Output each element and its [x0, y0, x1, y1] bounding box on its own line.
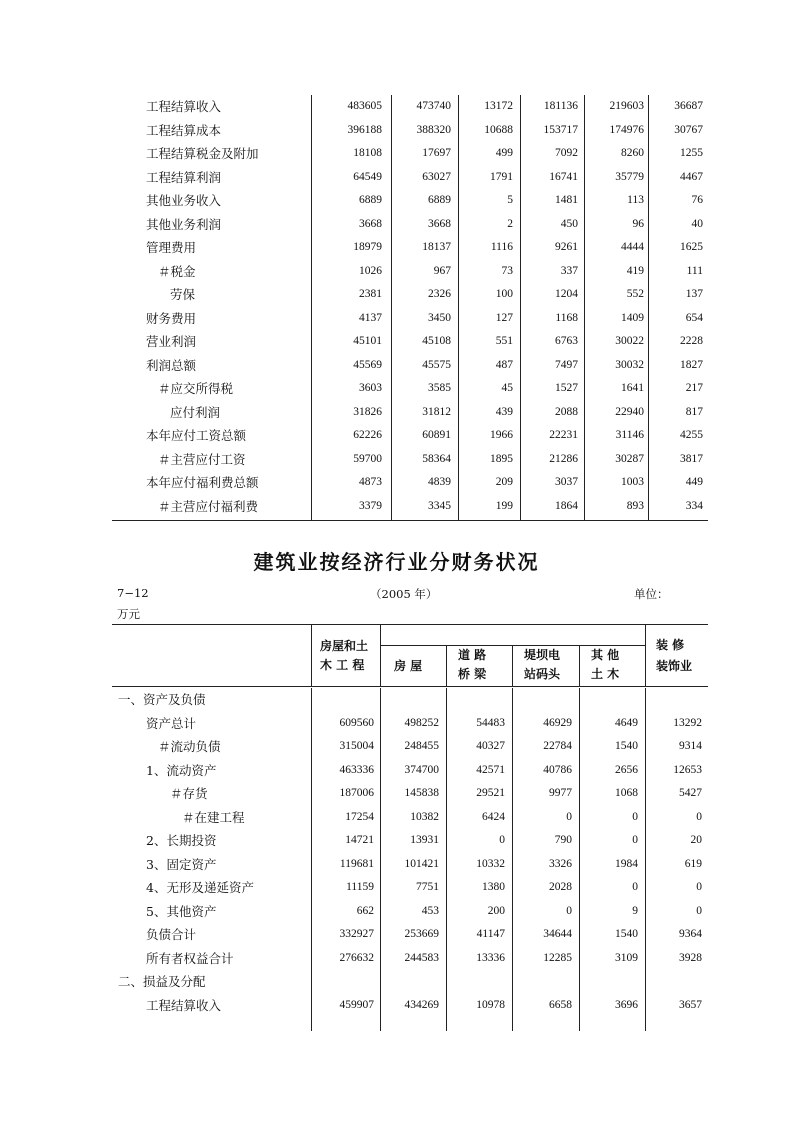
header-bottom-rule [112, 686, 708, 687]
row-label: 3、固定资产 [146, 856, 217, 872]
table-cell: 14721 [345, 834, 374, 846]
table-cell: 30022 [615, 335, 644, 347]
column-divider [311, 688, 312, 1031]
table-cell: 22784 [543, 740, 572, 752]
table-cell: 1255 [680, 147, 703, 159]
table-cell: 10332 [476, 857, 505, 870]
table-cell: 22231 [549, 429, 578, 441]
table-cell: 4467 [680, 170, 703, 183]
table-cell: 3109 [615, 951, 638, 964]
table-row [112, 712, 708, 736]
row-label: 应付利润 [170, 404, 221, 420]
table-cell: 6658 [549, 998, 572, 1011]
table-cell: 29521 [476, 787, 505, 799]
table-row [112, 876, 708, 900]
table-row [112, 401, 708, 425]
header-divider [645, 624, 646, 687]
column-divider [380, 688, 381, 1031]
column-divider [311, 95, 312, 520]
table-row [112, 735, 708, 759]
table-cell: 1864 [555, 499, 578, 512]
column-divider [584, 95, 585, 520]
table-cell: 790 [554, 834, 572, 846]
table-cell: 34644 [543, 928, 572, 940]
table-cell: 3668 [428, 217, 451, 230]
row-label: ＃流动负债 [158, 739, 221, 754]
table-cell: 619 [684, 857, 702, 870]
header-col6-line1: 装 修 [656, 638, 685, 652]
table-cell: 30032 [615, 358, 644, 371]
column-divider [458, 95, 459, 520]
table-cell: 31146 [615, 429, 644, 441]
header-col2: 房 屋 [394, 659, 423, 673]
table-row [112, 970, 708, 994]
table-cell: 17254 [345, 810, 374, 823]
header-col1-line1: 房屋和土 [320, 639, 369, 653]
table-cell [377, 688, 439, 712]
table-number: 7−12 [117, 586, 149, 600]
table-bottom-rule [112, 520, 708, 521]
table-row [112, 236, 708, 260]
header-divider [512, 645, 513, 687]
table-cell [312, 688, 374, 712]
header-col4-line1: 堤坝电 [524, 648, 561, 662]
table-cell [443, 688, 505, 712]
table-cell [510, 688, 572, 712]
table-row [112, 330, 708, 354]
table-cell: 552 [626, 288, 644, 300]
table-cell: 119681 [339, 857, 374, 870]
table-cell: 40 [691, 217, 703, 230]
table-cell: 217 [685, 382, 703, 394]
table-cell: 30767 [674, 123, 703, 136]
financial-table-header [112, 624, 708, 687]
table-cell: 7497 [555, 358, 578, 371]
table-row [112, 947, 708, 971]
table-cell: 253669 [404, 928, 439, 940]
table-cell: 654 [685, 311, 703, 324]
table-cell: 609560 [339, 716, 374, 729]
table-cell: 46929 [543, 716, 572, 729]
table-cell: 42571 [476, 763, 505, 776]
table-cell: 8260 [621, 147, 644, 159]
table-cell: 36687 [674, 100, 703, 112]
header-col3-line1: 道 路 [458, 648, 487, 662]
row-label: 2、长期投资 [146, 833, 217, 848]
column-divider [520, 95, 521, 520]
table-cell: 459907 [339, 998, 374, 1011]
table-cell: 2656 [615, 763, 638, 776]
table-cell: 100 [495, 288, 513, 300]
table-cell: 334 [685, 499, 703, 512]
row-label: 利润总额 [146, 357, 197, 373]
table-cell: 9977 [549, 787, 572, 799]
table-cell: 419 [626, 264, 644, 277]
table-cell: 187006 [339, 787, 374, 799]
table-cell [576, 970, 638, 994]
table-cell: 174976 [609, 123, 644, 136]
table-cell: 2088 [555, 405, 578, 418]
table-cell: 439 [495, 405, 513, 418]
table-cell: 21286 [549, 452, 578, 465]
row-label: 所有者权益合计 [146, 950, 234, 966]
table-cell: 145838 [404, 787, 439, 799]
table-cell: 45108 [422, 335, 451, 347]
table-cell [510, 970, 572, 994]
table-cell: 332927 [339, 928, 374, 940]
table-row [112, 307, 708, 331]
header-col1-line2: 木 工 程 [320, 658, 365, 672]
table-cell: 0 [499, 834, 505, 846]
table-row [112, 283, 708, 307]
table-cell: 2381 [359, 288, 382, 300]
table-cell: 499 [495, 147, 513, 159]
table-cell: 45575 [422, 358, 451, 371]
table-cell: 3668 [359, 217, 382, 230]
row-label: 资产总计 [146, 715, 197, 731]
table-cell: 0 [696, 881, 702, 893]
table-cell: 1895 [490, 452, 513, 465]
table-cell: 244583 [404, 951, 439, 964]
table-cell: 1984 [615, 857, 638, 870]
table-cell: 4444 [621, 241, 644, 253]
table-cell: 1827 [680, 358, 703, 371]
table-cell: 3585 [428, 382, 451, 394]
table-cell: 209 [495, 476, 513, 488]
page-title: 建筑业按经济行业分财务状况 [253, 550, 540, 574]
header-top-rule [112, 624, 708, 625]
table-cell: 1380 [482, 881, 505, 893]
table-cell: 31812 [422, 405, 451, 418]
table-cell: 17697 [422, 147, 451, 159]
table-cell: 73 [501, 264, 513, 277]
table-cell: 374700 [404, 763, 439, 776]
header-col5-line1: 其 他 [591, 648, 620, 662]
table-cell: 1540 [615, 740, 638, 752]
table-cell: 60891 [422, 429, 451, 441]
table-cell: 315004 [339, 740, 374, 752]
table-row [112, 354, 708, 378]
table-cell: 0 [566, 810, 572, 823]
table-cell: 5427 [679, 787, 702, 799]
table-cell: 337 [560, 264, 578, 277]
table-cell: 1540 [615, 928, 638, 940]
table-cell: 388320 [416, 123, 451, 136]
table-row [112, 759, 708, 783]
row-label: 营业利润 [146, 334, 197, 349]
table-cell [576, 688, 638, 712]
table-cell: 4255 [680, 429, 703, 441]
table-cell: 3037 [555, 476, 578, 488]
row-label: ＃主营应付工资 [158, 451, 246, 467]
table-cell: 817 [685, 405, 703, 418]
table-row [112, 806, 708, 830]
table-cell: 219603 [609, 100, 644, 112]
table-cell: 12285 [543, 951, 572, 964]
table-cell: 9314 [679, 740, 702, 752]
table-cell: 13172 [484, 100, 513, 112]
row-label: 负债合计 [146, 927, 197, 942]
table-cell: 113 [627, 194, 644, 206]
column-divider [579, 688, 580, 1031]
table-cell: 0 [632, 834, 638, 846]
row-label: 二、损益及分配 [118, 974, 206, 989]
table-cell: 893 [626, 499, 644, 512]
row-label: 工程结算收入 [146, 997, 222, 1013]
header-divider [579, 645, 580, 687]
table-cell: 1168 [555, 311, 578, 324]
table-cell: 30287 [615, 452, 644, 465]
table-cell: 6763 [555, 335, 578, 347]
row-label: ＃在建工程 [182, 809, 245, 825]
table-cell: 181136 [543, 100, 578, 112]
table-cell: 473740 [416, 100, 451, 112]
column-divider [391, 95, 392, 520]
table-row [112, 189, 708, 213]
row-label: 5、其他资产 [146, 903, 217, 919]
table-cell: 3450 [428, 311, 451, 324]
table-cell: 18137 [422, 241, 451, 253]
table-cell: 0 [566, 904, 572, 917]
table-cell: 20 [690, 834, 702, 846]
unit-value: 万元 [117, 607, 140, 621]
table-cell: 5 [507, 194, 513, 206]
table-cell: 10978 [476, 998, 505, 1011]
table-row [112, 853, 708, 877]
unit-label: 单位： [634, 587, 669, 601]
row-label: ＃税金 [158, 263, 196, 279]
table-cell: 1641 [621, 382, 644, 394]
table-cell: 1625 [680, 241, 703, 253]
table-cell: 1791 [490, 170, 513, 183]
table-cell: 7751 [416, 881, 439, 893]
table-cell: 3379 [359, 499, 382, 512]
table-cell: 45569 [353, 358, 382, 371]
table-row [112, 688, 708, 712]
table-cell: 6424 [482, 810, 505, 823]
table-row [112, 923, 708, 947]
column-divider [512, 688, 513, 1031]
table-row [112, 471, 708, 495]
row-label: 其他业务利润 [146, 216, 222, 232]
table-cell: 3345 [428, 499, 451, 512]
table-row [112, 95, 708, 119]
table-cell: 2028 [549, 881, 572, 893]
table-cell: 64549 [353, 170, 382, 183]
table-cell: 13292 [673, 716, 702, 729]
table-cell: 0 [696, 904, 702, 917]
table-cell: 9364 [679, 928, 702, 940]
table-cell: 22940 [615, 405, 644, 418]
table-cell: 0 [632, 810, 638, 823]
table-cell: 153717 [543, 123, 578, 136]
table-row [112, 424, 708, 448]
table-cell: 4839 [428, 476, 451, 488]
table-cell: 54483 [476, 716, 505, 729]
table-cell: 45101 [353, 335, 382, 347]
row-label: ＃存货 [170, 786, 208, 801]
row-label: 本年应付福利费总额 [146, 475, 259, 490]
table-row [112, 782, 708, 806]
table-cell: 18108 [353, 147, 382, 159]
table-cell: 6889 [359, 194, 382, 206]
table-cell: 449 [685, 476, 703, 488]
table-row [112, 166, 708, 190]
table-cell: 41147 [476, 928, 505, 940]
row-label: 工程结算税金及附加 [146, 146, 259, 161]
table-cell: 3326 [549, 857, 572, 870]
table-cell: 45 [501, 382, 513, 394]
table-cell: 62226 [353, 429, 382, 441]
header-col6-line2: 装饰业 [656, 659, 693, 673]
table-cell: 1527 [555, 382, 578, 394]
table-cell: 58364 [422, 452, 451, 465]
header-divider [311, 624, 312, 687]
row-label: 劳保 [170, 287, 196, 302]
table-cell: 1481 [555, 194, 578, 206]
table-cell: 1409 [621, 311, 644, 324]
table-cell: 498252 [404, 716, 439, 729]
table-cell: 1068 [615, 787, 638, 799]
table-cell: 16741 [549, 170, 578, 183]
row-label: 一、资产及负债 [118, 692, 206, 707]
header-col5-line2: 土 木 [591, 667, 620, 681]
table-cell: 1003 [621, 476, 644, 488]
table-cell: 3928 [679, 951, 702, 964]
table-cell: 199 [495, 499, 513, 512]
table-cell: 31826 [353, 405, 382, 418]
row-label: 工程结算收入 [146, 99, 222, 114]
row-label: 本年应付工资总额 [146, 428, 247, 443]
table-row [112, 994, 708, 1018]
header-col4-line2: 站码头 [524, 667, 561, 681]
row-label: 财务费用 [146, 310, 197, 326]
table-cell: 13336 [476, 951, 505, 964]
table-cell: 1204 [555, 288, 578, 300]
table-row [112, 448, 708, 472]
table-cell: 3603 [359, 382, 382, 394]
table-cell: 487 [495, 358, 513, 371]
table-cell: 7092 [555, 147, 578, 159]
financial-table-continued [112, 95, 708, 518]
table-cell: 137 [685, 288, 703, 300]
table-cell: 40786 [543, 763, 572, 776]
table-cell: 13931 [410, 834, 439, 846]
table-cell: 9261 [555, 241, 578, 253]
table-cell: 0 [696, 810, 702, 823]
column-divider [645, 688, 646, 1031]
row-label: 1、流动资产 [146, 762, 217, 778]
table-cell: 396188 [347, 123, 382, 136]
table-cell: 453 [421, 904, 439, 917]
table-cell: 10382 [410, 810, 439, 823]
table-cell: 4649 [615, 716, 638, 729]
table-cell: 0 [632, 881, 638, 893]
table-cell: 3657 [679, 998, 702, 1011]
table-cell: 63027 [422, 170, 451, 183]
table-cell: 18979 [353, 241, 382, 253]
table-cell: 6889 [428, 194, 451, 206]
header-col3-line2: 桥 梁 [458, 667, 487, 681]
table-cell [443, 970, 505, 994]
column-divider [446, 688, 447, 1031]
table-row [112, 900, 708, 924]
table-year: （2005 年） [370, 587, 438, 601]
table-cell: 1026 [359, 264, 382, 277]
header-divider [446, 645, 447, 687]
table-cell: 4873 [359, 476, 382, 488]
table-row [112, 495, 708, 519]
table-cell: 35779 [615, 170, 644, 183]
table-row [112, 260, 708, 284]
table-cell: 40327 [476, 740, 505, 752]
table-cell: 463336 [339, 763, 374, 776]
table-row [112, 119, 708, 143]
table-cell: 2 [507, 217, 513, 230]
table-cell: 662 [356, 904, 374, 917]
table-cell: 59700 [353, 452, 382, 465]
table-cell: 101421 [404, 857, 439, 870]
table-cell: 200 [487, 904, 505, 917]
table-cell: 127 [495, 311, 513, 324]
table-row [112, 142, 708, 166]
table-cell [640, 970, 702, 994]
table-cell: 3817 [680, 452, 703, 465]
table-cell: 276632 [339, 951, 374, 964]
table-cell: 12653 [673, 763, 702, 776]
table-cell: 483605 [347, 100, 382, 112]
table-cell: 551 [495, 335, 513, 347]
table-cell: 967 [433, 264, 451, 277]
table-cell: 2326 [428, 288, 451, 300]
row-label: 工程结算利润 [146, 169, 222, 185]
column-divider [648, 95, 649, 520]
table-cell: 96 [632, 217, 644, 230]
row-label: ＃主营应付福利费 [158, 498, 259, 514]
table-cell: 4137 [359, 311, 382, 324]
table-cell: 111 [686, 264, 703, 277]
table-cell [640, 688, 702, 712]
table-row [112, 377, 708, 401]
row-label: 其他业务收入 [146, 193, 222, 208]
financial-table-by-industry [112, 688, 708, 1017]
table-cell: 1116 [490, 241, 513, 253]
table-cell: 450 [560, 217, 578, 230]
table-cell: 11159 [346, 881, 374, 893]
table-cell: 434269 [404, 998, 439, 1011]
table-cell [377, 970, 439, 994]
table-cell [312, 970, 374, 994]
row-label: 4、无形及递延资产 [146, 880, 254, 895]
table-row [112, 213, 708, 237]
table-cell: 1966 [490, 429, 513, 441]
table-cell: 248455 [404, 740, 439, 752]
row-label: 管理费用 [146, 240, 197, 255]
table-row [112, 829, 708, 853]
table-cell: 9 [632, 904, 638, 917]
table-cell: 2228 [680, 335, 703, 347]
row-label: 工程结算成本 [146, 122, 222, 138]
table-cell: 76 [691, 194, 703, 206]
row-label: ＃应交所得税 [158, 381, 234, 396]
table-cell: 3696 [615, 998, 638, 1011]
header-divider [380, 624, 381, 687]
table-cell: 10688 [484, 123, 513, 136]
